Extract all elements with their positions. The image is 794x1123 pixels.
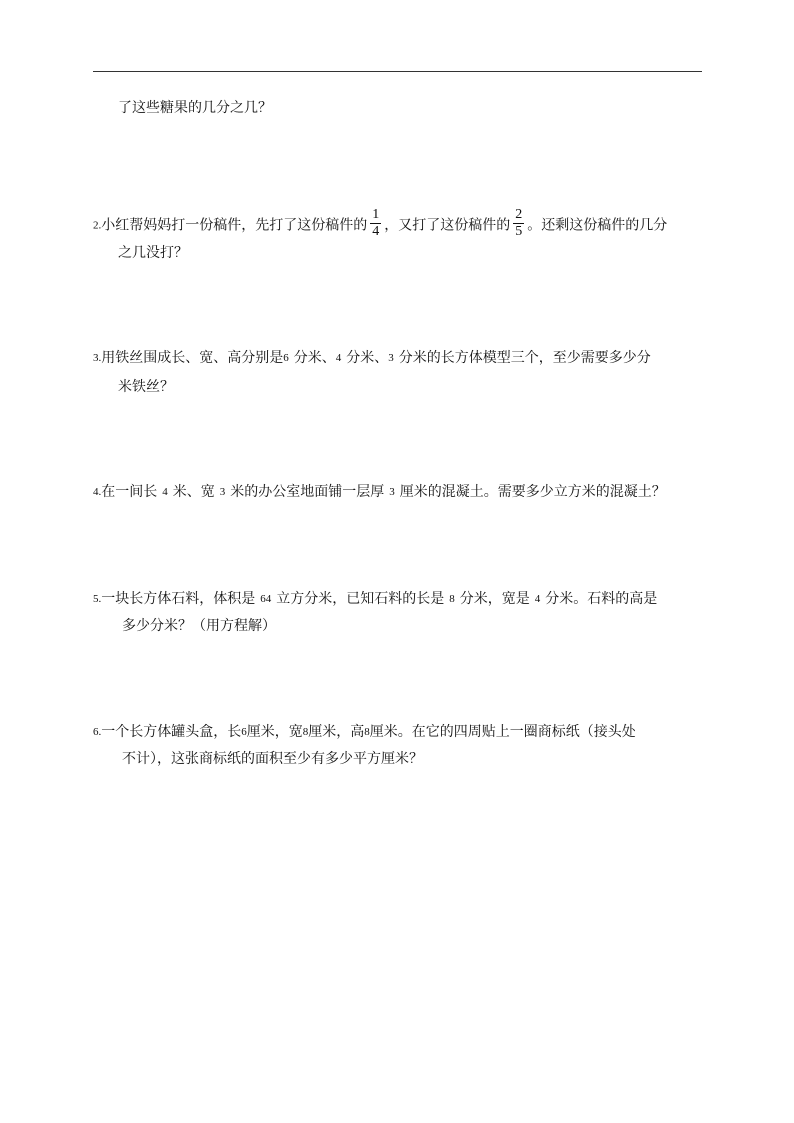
- question-3-line-2: [118, 377, 174, 397]
- question-4-text-4: 厘米的混凝土。需要多少立方米的混凝土？: [399, 484, 666, 500]
- question-3-value-2: 4: [335, 352, 342, 364]
- question-6-text-line-2: 不计），这张商标纸的面积至少有多少平方厘米？: [122, 751, 423, 767]
- header-rule: [93, 71, 702, 72]
- fraction-denominator: 5: [515, 224, 523, 239]
- question-4-text-2: 米、宽: [172, 484, 215, 500]
- question-4-number: 4.: [93, 486, 102, 498]
- question-3-value-1: 6: [283, 352, 289, 364]
- question-5-number: 5.: [93, 593, 102, 605]
- question-5-text-line-2: 多少分米？（用方程解）: [122, 618, 276, 634]
- question-2-number: 2.: [93, 219, 102, 232]
- question-6-text-2: 厘米，宽: [246, 724, 303, 740]
- question-3-text-line-2: 米铁丝？: [118, 379, 174, 395]
- fraction-numerator: 2: [515, 207, 523, 222]
- question-5-text-4: 分米。石料的高是: [545, 591, 658, 607]
- question-6-line-1: [93, 722, 636, 742]
- question-5-value-2: 8: [449, 593, 455, 605]
- question-2-line-1: [93, 209, 667, 242]
- question-6-value-1: 6: [241, 726, 247, 738]
- question-2-line-2: [118, 243, 188, 263]
- question-5-text-1: 一块长方体石料，体积是: [101, 591, 256, 607]
- question-3-number: 3.: [93, 352, 102, 364]
- question-6-value-3: 8: [364, 726, 370, 738]
- question-3-value-3: 3: [388, 352, 394, 364]
- question-3-line-1: [93, 348, 651, 368]
- question-6-line-2: [122, 749, 423, 769]
- fraction-numerator: 1: [372, 207, 380, 222]
- question-4-text-1: 在一间长: [101, 484, 158, 500]
- question-1-continuation-text: 了这些糖果的几分之几？: [118, 100, 272, 116]
- fraction-denominator: 4: [372, 224, 380, 239]
- question-2-text-line-2: 之几没打？: [118, 245, 188, 261]
- question-3-text-2: 分米、: [293, 350, 336, 366]
- question-3-text-3: 分米、: [346, 350, 389, 366]
- question-4-text-3: 米的办公室地面铺一层厚: [230, 484, 385, 500]
- question-3-text-4: 分米的长方体模型三个，至少需要多少分: [398, 350, 651, 366]
- question-5-text-2: 立方分米，已知石料的长是: [276, 591, 445, 607]
- question-6-text-1: 一个长方体罐头盒，长: [101, 724, 242, 740]
- question-6-text-4: 厘米。在它的四周贴上一圈商标纸（接头处: [369, 724, 636, 740]
- question-3-text-1: 用铁丝围成长、宽、高分别是: [101, 350, 284, 366]
- question-5-line-2: [122, 616, 276, 636]
- question-6-number: 6.: [93, 726, 102, 738]
- question-6-text-3: 厘米，高: [308, 724, 365, 740]
- question-4-value-2: 3: [219, 486, 226, 498]
- question-2-text-b: ，又打了这份稿件的: [384, 217, 511, 234]
- question-2-text-a: 小红帮妈妈打一份稿件，先打了这份稿件的: [101, 217, 368, 234]
- question-5-line-1: [93, 589, 657, 609]
- question-5-text-3: 分米，宽是: [459, 591, 530, 607]
- question-4-value-1: 4: [162, 486, 168, 498]
- question-4-value-3: 3: [389, 486, 395, 498]
- question-6-value-2: 8: [302, 726, 309, 738]
- fraction-one-quarter: [370, 207, 381, 240]
- question-5-value-3: 4: [534, 593, 541, 605]
- question-5-value-1: 64: [260, 593, 272, 605]
- question-4-line-1: [93, 482, 666, 502]
- question-1-continuation: [118, 98, 272, 118]
- question-2-text-c: 。还剩这份稿件的几分: [527, 217, 668, 234]
- fraction-two-fifths: [513, 207, 524, 240]
